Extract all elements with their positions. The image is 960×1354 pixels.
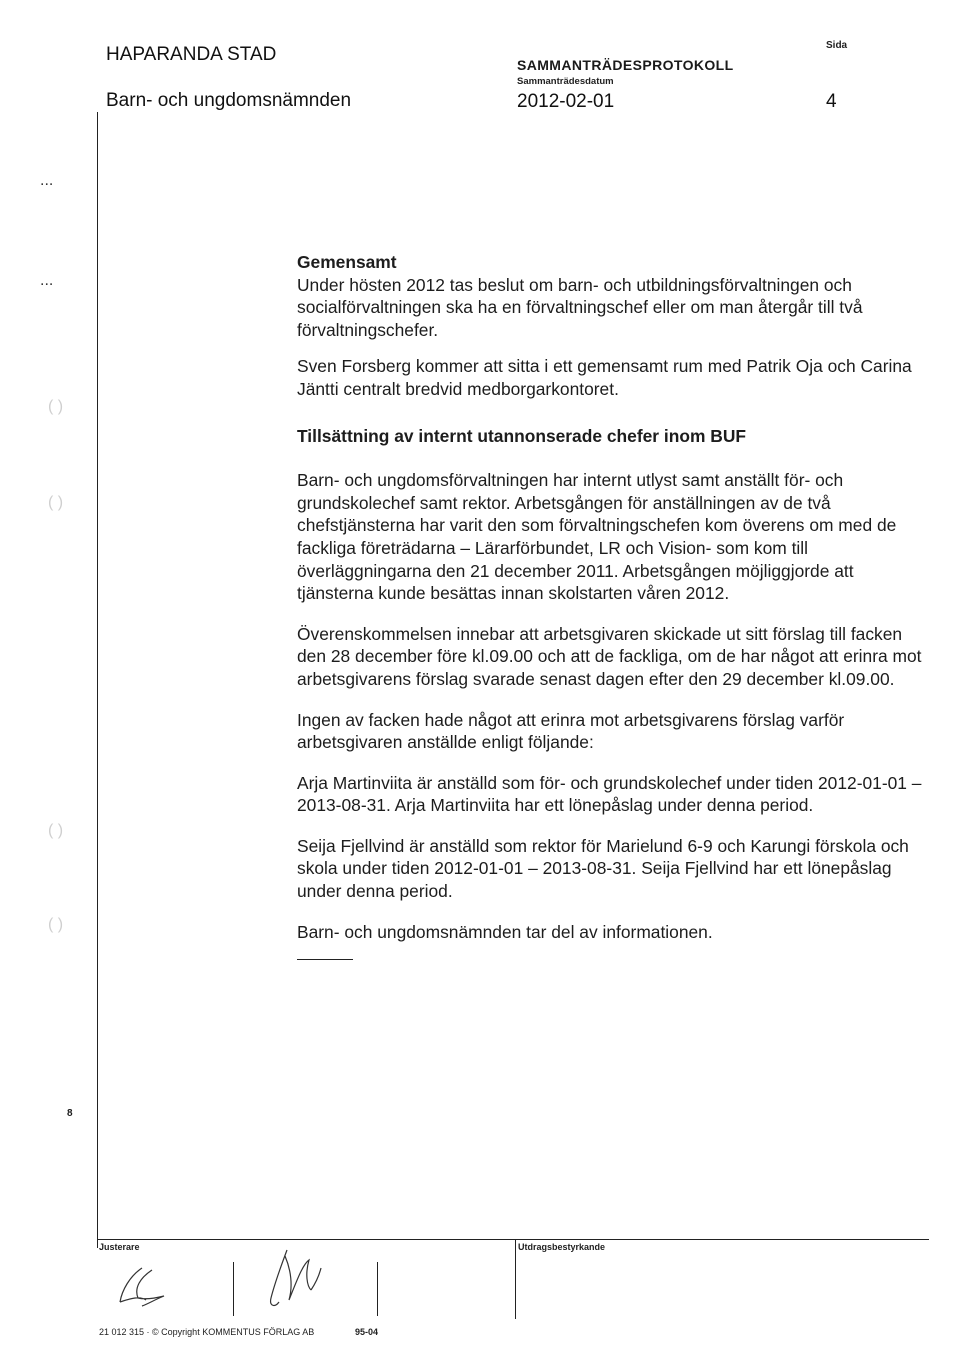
paragraph: Sven Forsberg kommer att sitta i ett gemensamt rum med Patrik Oja och Carina Jäntti centralt bredvid medborgarkontoret. — [297, 356, 912, 399]
paragraph: Barn- och ungdomsförvaltningen har internt utlyst samt anställt för- och grundskolechef samt rektor. Arbetsgången för anställningen av de två chefstjänsterna har varit den som förvaltningschefen kom överens om med de fackliga företrädarna – Lärarförbundet, LR och Vision- som kom till överläggningarna den 21 december 2011. Arbetsgången möjliggjorde att tjänsterna kunde besättas innan skolstarten våren 2012. — [297, 470, 897, 604]
signature-2 — [255, 1246, 335, 1316]
signature-divider — [233, 1262, 234, 1316]
document-body — [297, 251, 927, 960]
punch-hole-mark: ( ) — [48, 916, 64, 933]
punch-hole-mark: ( ) — [48, 398, 64, 415]
paragraph: Under hösten 2012 tas beslut om barn- och utbildningsförvaltningen och socialförvaltningen ska ha en förvaltningschef eller om man återgår till två förvaltningschefer. — [297, 274, 863, 340]
date-label: Sammanträdesdatum — [517, 76, 614, 87]
paragraph: Överenskommelsen innebar att arbetsgivaren skickade ut sitt förslag till facken den 28 december före kl.09.00 och att de fackliga, om de har något att erinra mot arbetsgivarens förslag svarade senast dagen efter den 29 december kl.09.00. — [297, 623, 922, 689]
organization-name: HAPARANDA STAD — [106, 44, 277, 65]
meeting-date: 2012-02-01 — [517, 91, 615, 112]
margin-dots-2: ... — [40, 272, 54, 289]
signature-divider — [515, 1239, 516, 1319]
paragraph: Arja Martinviita är anställd som för- och grundskolechef under tiden 2012-01-01 – 2013-08-31. Arja Martinviita har ett lönepåslag under denna period. — [297, 772, 922, 816]
margin-dots-1: ... — [40, 172, 54, 189]
footer-top-rule — [97, 1239, 929, 1240]
paragraph: Ingen av facken hade något att erinra mot arbetsgivarens förslag varför arbetsgivaren anställde enligt följande: — [297, 709, 845, 753]
justerare-label: Justerare — [99, 1242, 140, 1252]
section-number: 8 — [67, 1108, 73, 1119]
end-rule — [297, 959, 353, 960]
form-code: 21 012 315 · © Copyright KOMMENTUS FÖRLAG AB — [99, 1327, 315, 1337]
paragraph: Seija Fjellvind är anställd som rektor för Marielund 6-9 och Karungi förskola och skola under tiden 2012-01-01 – 2013-08-31. Seija Fjellvind har ett lönepåslag under denna period. — [297, 835, 909, 902]
punch-hole-mark: ( ) — [48, 494, 64, 511]
committee-name: Barn- och ungdomsnämnden — [106, 90, 352, 111]
utdrag-label: Utdragsbestyrkande — [518, 1242, 606, 1252]
left-margin-rule — [97, 112, 98, 1248]
page-label: Sida — [826, 40, 848, 51]
heading-tillsattning: Tillsättning av internt utannonserade chefer inom BUF — [297, 425, 746, 446]
protocol-title: SAMMANTRÄDESPROTOKOLL — [517, 57, 734, 73]
page-number: 4 — [826, 91, 837, 112]
signature-divider — [377, 1262, 378, 1316]
paragraph: Barn- och ungdomsnämnden tar del av informationen. — [297, 921, 713, 942]
form-version: 95-04 — [355, 1327, 379, 1337]
heading-gemensamt: Gemensamt — [297, 252, 397, 272]
signature-1 — [112, 1256, 182, 1312]
punch-hole-mark: ( ) — [48, 822, 64, 839]
